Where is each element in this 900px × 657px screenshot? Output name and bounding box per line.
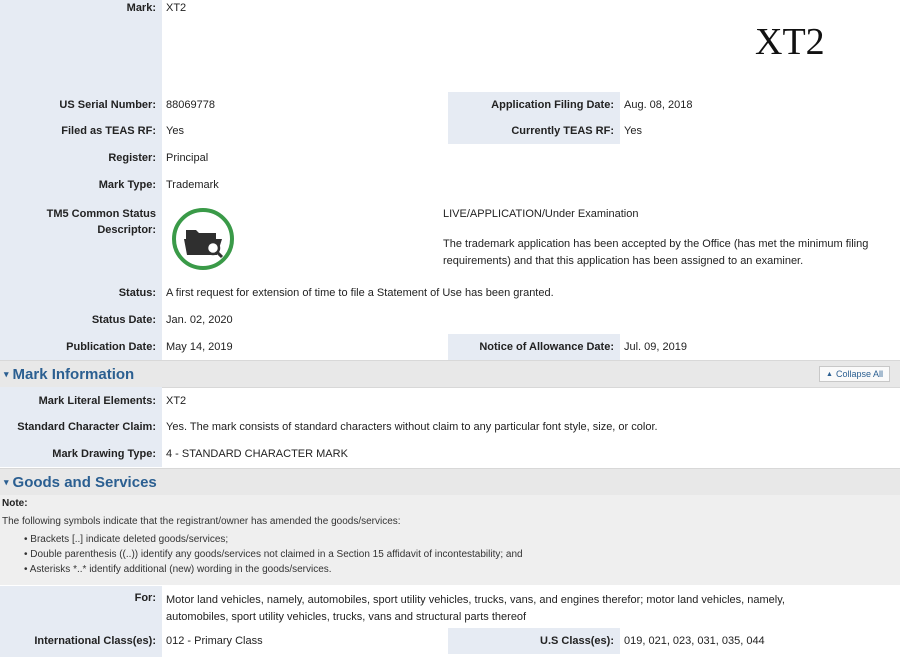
for-line-2: automobiles, sport utility vehicles, trucks, vans and structural parts thereof <box>166 611 527 623</box>
mark-label: Mark: <box>0 0 162 88</box>
tm5-row <box>0 200 900 280</box>
mark-type-label: Mark Type: <box>0 172 162 198</box>
status-date-row <box>0 307 900 333</box>
register-value: Principal <box>166 152 209 164</box>
status-label: Status: <box>0 280 162 306</box>
us-class-value: 019, 021, 023, 031, 035, 044 <box>624 635 765 647</box>
std-char-label: Standard Character Claim: <box>0 414 162 440</box>
serial-label: US Serial Number: <box>0 92 162 118</box>
tm5-label-line2: Descriptor: <box>97 224 156 236</box>
for-line-1: Motor land vehicles, namely, automobiles, sport utility vehicles, trucks, vans, and engines therefor; motor land vehicles, namely, <box>166 594 785 606</box>
note-label: Note: <box>2 498 28 509</box>
teas-rf-label: Filed as TEAS RF: <box>0 118 162 144</box>
note-text: The following symbols indicate that the registrant/owner has amended the goods/services: <box>2 516 401 527</box>
goods-services-header[interactable] <box>0 468 900 496</box>
tm5-description: The trademark application has been accepted by the Office (has met the minimum filing requirements) and that this application has been assigned to an examiner. <box>443 238 869 267</box>
publication-date-label: Publication Date: <box>0 334 162 360</box>
status-row <box>0 280 900 306</box>
teas-rf-value: Yes <box>166 125 184 137</box>
note-block <box>0 495 900 585</box>
status-date-label: Status Date: <box>0 307 162 333</box>
literal-label: Mark Literal Elements: <box>0 388 162 414</box>
folder-search-icon <box>170 206 236 272</box>
mark-information-title[interactable] <box>4 361 134 387</box>
collapse-up-icon: ▲ <box>826 370 833 378</box>
note-bullet: • Double parenthesis ((..)) identify any goods/services not claimed in a Section 15 affidavit of incontestability; and <box>24 549 523 560</box>
teas-row <box>0 118 900 144</box>
tm5-label <box>0 206 162 238</box>
register-label: Register: <box>0 145 162 171</box>
allowance-date-value: Jul. 09, 2019 <box>624 341 687 353</box>
mark-information-title-text: Mark Information <box>12 365 135 383</box>
drawing-row <box>0 441 900 467</box>
goods-services-title[interactable] <box>4 469 157 495</box>
drawing-label: Mark Drawing Type: <box>0 441 162 467</box>
filing-date-value: Aug. 08, 2018 <box>624 99 693 111</box>
collapse-arrow-icon[interactable]: ▾ <box>4 368 9 379</box>
literal-row <box>0 388 900 414</box>
filing-date-label: Application Filing Date: <box>448 92 620 118</box>
publication-date-value: May 14, 2019 <box>166 341 233 353</box>
collapse-all-button[interactable] <box>819 366 890 382</box>
serial-value: 88069778 <box>166 99 215 111</box>
class-row <box>0 628 900 654</box>
for-label: For: <box>134 592 156 604</box>
for-value <box>166 592 896 626</box>
std-char-row <box>0 414 900 440</box>
status-date-value: Jan. 02, 2020 <box>166 314 233 326</box>
note-bullet: • Brackets [..] indicate deleted goods/services; <box>24 534 229 545</box>
intl-class-value: 012 - Primary Class <box>166 635 263 647</box>
mark-value: XT2 <box>166 2 187 14</box>
note-bullet-text: Asterisks *..* identify additional (new) wording in the goods/services. <box>29 564 332 575</box>
register-row <box>0 145 900 171</box>
mark-information-header[interactable] <box>0 360 900 388</box>
serial-row <box>0 92 900 118</box>
mark-image-text: XT2 <box>755 21 825 63</box>
tm5-label-line1: TM5 Common Status <box>46 208 156 220</box>
note-bullets <box>24 532 523 577</box>
mark-row <box>0 0 900 88</box>
drawing-value: 4 - STANDARD CHARACTER MARK <box>166 448 348 460</box>
literal-value: XT2 <box>166 395 187 407</box>
status-value: A first request for extension of time to file a Statement of Use has been granted. <box>166 287 554 299</box>
mark-type-row <box>0 172 900 198</box>
current-teas-value: Yes <box>624 125 642 137</box>
intl-class-label: International Class(es): <box>0 628 162 654</box>
std-char-value: Yes. The mark consists of standard characters without claim to any particular font style, size, or color. <box>166 421 658 433</box>
us-class-label: U.S Class(es): <box>448 628 620 654</box>
goods-services-title-text: Goods and Services <box>12 473 157 491</box>
allowance-date-label: Notice of Allowance Date: <box>448 334 620 360</box>
mark-type-value: Trademark <box>166 179 219 191</box>
collapse-arrow-icon[interactable]: ▾ <box>4 476 9 487</box>
tm5-status-title: LIVE/APPLICATION/Under Examination <box>443 208 639 220</box>
publication-row <box>0 334 900 360</box>
collapse-all-label: Collapse All <box>835 369 883 379</box>
note-bullet: • Asterisks *..* identify additional (new) wording in the goods/services. <box>24 564 332 575</box>
note-bullet-text: Brackets [..] indicate deleted goods/services; <box>30 534 229 545</box>
note-bullet-text: Double parenthesis ((..)) identify any goods/services not claimed in a Section 15 affidavit of incontestability; and <box>30 549 523 560</box>
current-teas-label: Currently TEAS RF: <box>448 118 620 144</box>
for-row <box>0 588 900 626</box>
